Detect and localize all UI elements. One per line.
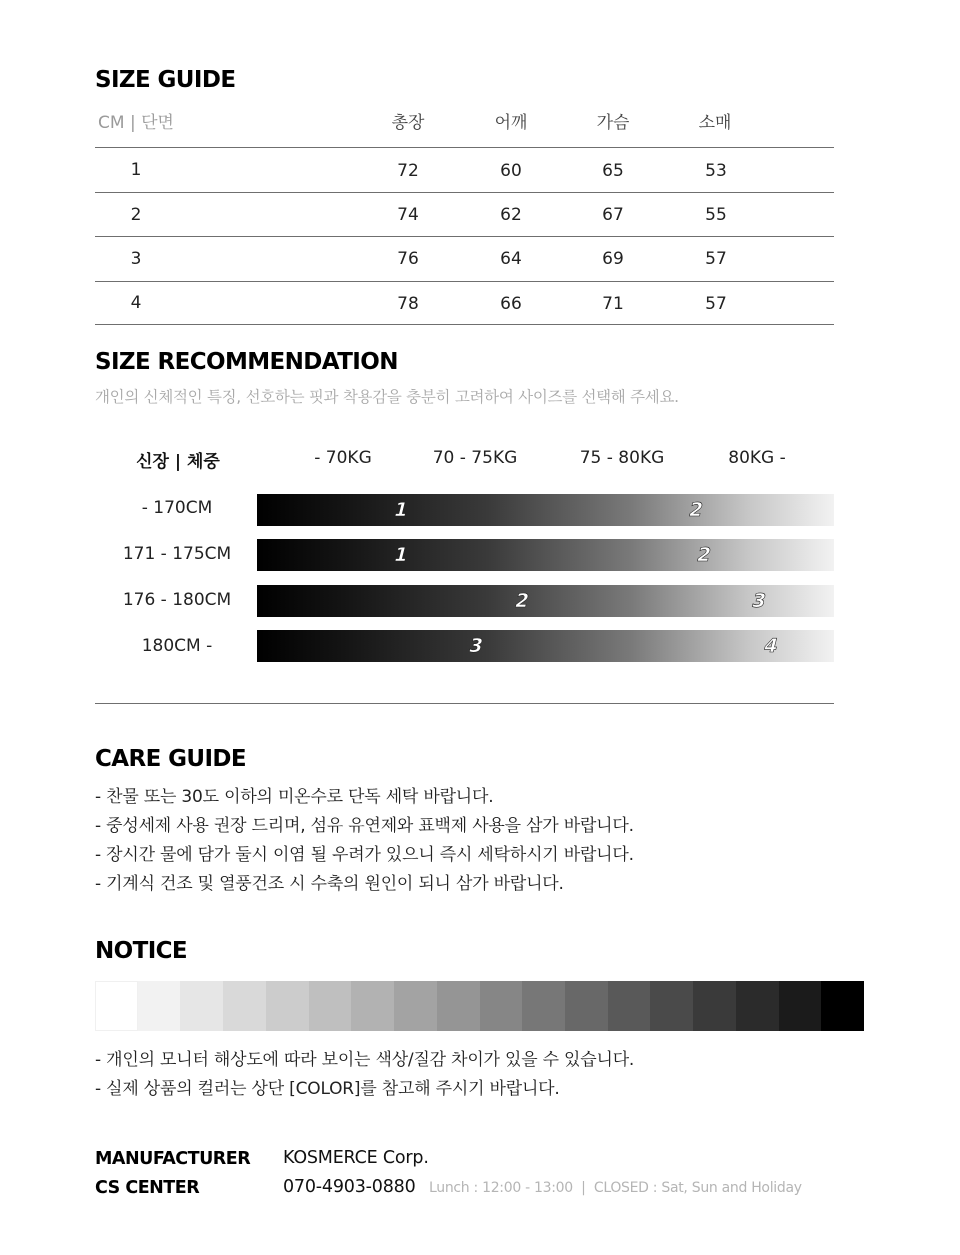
sleeve-value: 57 (705, 294, 727, 314)
table-divider (95, 192, 834, 193)
size-mark: 1 (391, 544, 411, 566)
weight-label: 70 - 75KG (432, 448, 518, 468)
size-gradient-bar (257, 630, 834, 662)
weight-label: - 70KG (314, 448, 372, 468)
cs-hours: Lunch : 12:00 - 13:00 | CLOSED : Sat, Sun and Holiday (429, 1180, 802, 1196)
grayscale-swatch (480, 981, 523, 1031)
height-label: 176 - 180CM (122, 590, 232, 610)
care-guide-title: CARE GUIDE (95, 746, 247, 772)
grayscale-swatch (309, 981, 352, 1031)
size-mark: 1 (391, 499, 411, 521)
chest-value: 67 (602, 205, 624, 225)
height-label: - 170CM (141, 498, 213, 518)
weight-label: 80KG - (728, 448, 786, 468)
size-mark: 2 (694, 544, 714, 566)
grayscale-swatch (138, 981, 181, 1031)
length-value: 72 (397, 161, 419, 181)
grayscale-swatch (223, 981, 266, 1031)
table-divider (95, 147, 834, 148)
size-mark: 4 (761, 635, 780, 657)
height-weight-header: 신장 | 체중 (136, 452, 220, 472)
sleeve-value: 57 (705, 249, 727, 269)
table-divider (95, 281, 834, 282)
table-divider (95, 324, 834, 325)
size-gradient-bar (257, 494, 834, 526)
size-guide-title: SIZE GUIDE (95, 67, 236, 93)
care-guide-list (95, 783, 855, 899)
shoulder-value: 62 (500, 205, 522, 225)
size-label: 1 (130, 160, 142, 180)
column-header-shoulder: 어깨 (494, 113, 528, 133)
grayscale-swatch (351, 981, 394, 1031)
length-value: 74 (397, 205, 419, 225)
size-label: 3 (130, 249, 142, 269)
grayscale-swatch (565, 981, 608, 1031)
weight-label: 75 - 80KG (579, 448, 665, 468)
shoulder-value: 60 (500, 161, 522, 181)
size-mark: 2 (686, 499, 705, 521)
grayscale-swatch (736, 981, 779, 1031)
grayscale-swatch (180, 981, 223, 1031)
chest-value: 71 (602, 294, 624, 314)
grayscale-swatch (608, 981, 651, 1031)
care-line: - 찬물 또는 30도 이하의 미온수로 단독 세탁 바랍니다. (95, 787, 494, 807)
notice-line: - 개인의 모니터 해상도에 따라 보이는 색상/질감 차이가 있을 수 있습니다. (95, 1050, 635, 1070)
grayscale-swatch (437, 981, 480, 1031)
size-label: 4 (130, 293, 142, 313)
size-recommendation-title: SIZE RECOMMENDATION (95, 349, 398, 375)
grayscale-swatch (394, 981, 437, 1031)
notice-title: NOTICE (95, 938, 188, 964)
size-mark: 2 (513, 590, 532, 612)
grayscale-swatch (779, 981, 822, 1031)
column-header-chest: 가슴 (596, 113, 630, 133)
shoulder-value: 64 (500, 249, 522, 269)
size-mark: 3 (466, 635, 486, 657)
care-line: - 기계식 건조 및 열풍건조 시 수축의 원인이 되니 삼가 바랍니다. (95, 874, 564, 894)
size-guide-unit-label: CM | 단면 (98, 113, 174, 133)
grayscale-swatch (95, 981, 138, 1031)
size-gradient-bar (257, 539, 834, 571)
notice-line: - 실제 상품의 컬러는 상단 [COLOR]를 참고해 주시기 바랍니다. (95, 1079, 560, 1099)
grayscale-swatch (821, 981, 864, 1031)
table-divider (95, 236, 834, 237)
manufacturer-label: MANUFACTURER (95, 1149, 251, 1169)
grayscale-swatch (650, 981, 693, 1031)
height-label: 171 - 175CM (122, 544, 232, 564)
column-header-length: 총장 (391, 113, 425, 133)
size-recommendation-subtitle: 개인의 신체적인 특징, 선호하는 핏과 착용감을 충분히 고려하여 사이즈를 선택해 주세요. (95, 388, 679, 406)
cs-phone: 070-4903-0880 (283, 1177, 416, 1197)
length-value: 76 (397, 249, 419, 269)
size-gradient-bar (257, 585, 834, 617)
cs-center-label: CS CENTER (95, 1178, 200, 1198)
shoulder-value: 66 (500, 294, 522, 314)
size-label: 2 (130, 205, 142, 225)
manufacturer-value: KOSMERCE Corp. (283, 1148, 429, 1168)
care-line: - 장시간 물에 담가 둘시 이염 될 우려가 있으니 즉시 세탁하시기 바랍니다. (95, 845, 634, 865)
chest-value: 69 (602, 249, 624, 269)
notice-list (95, 1046, 855, 1104)
sleeve-value: 55 (705, 205, 727, 225)
length-value: 78 (397, 294, 419, 314)
chest-value: 65 (602, 161, 624, 181)
section-divider (95, 703, 834, 704)
grayscale-swatch (693, 981, 736, 1031)
care-line: - 중성세제 사용 권장 드리며, 섬유 유연제와 표백제 사용을 삼가 바랍니다. (95, 816, 634, 836)
grayscale-swatch (522, 981, 565, 1031)
size-mark: 3 (749, 590, 769, 612)
column-header-sleeve: 소매 (698, 113, 732, 133)
grayscale-swatch (266, 981, 309, 1031)
sleeve-value: 53 (705, 161, 727, 181)
height-label: 180CM - (141, 636, 213, 656)
